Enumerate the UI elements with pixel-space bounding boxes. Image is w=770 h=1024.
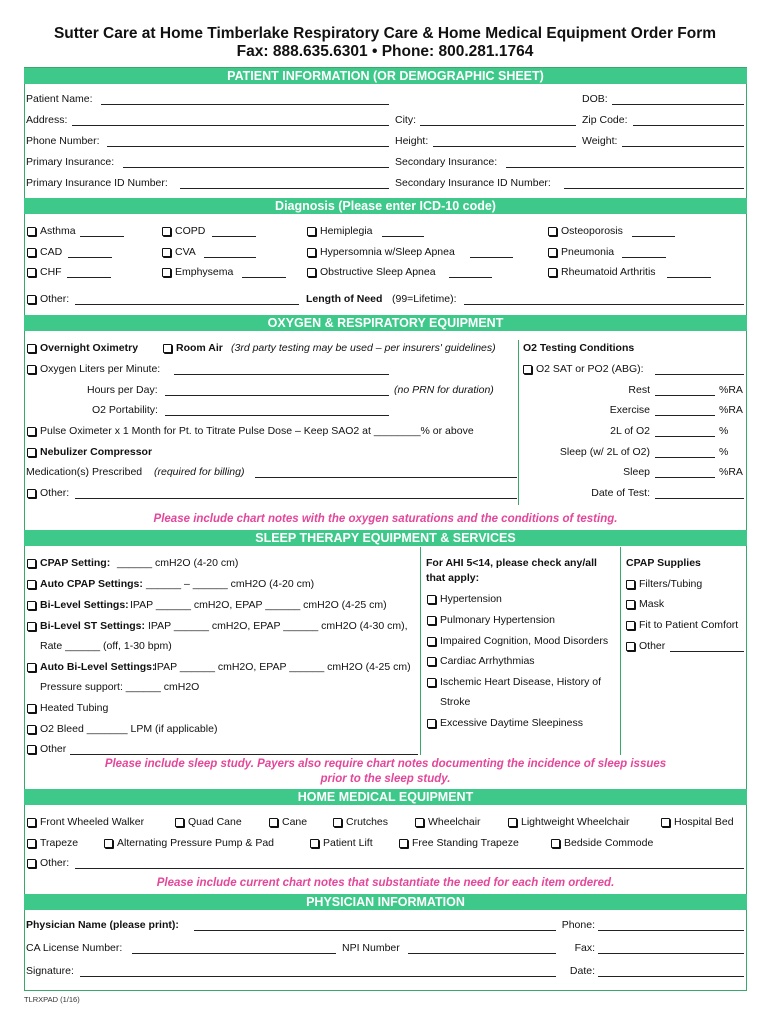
osa-checkbox[interactable] (307, 268, 316, 277)
no-prn-note: (no PRN for duration) (394, 384, 494, 396)
phone-field[interactable] (107, 146, 389, 147)
signature-label: Signature: (26, 965, 74, 977)
hours-field[interactable] (165, 395, 389, 396)
portability-label: O2 Portability: (92, 404, 158, 416)
crutches-checkbox[interactable] (333, 818, 342, 827)
height-field[interactable] (433, 146, 576, 147)
patient-name-field[interactable] (101, 104, 389, 105)
free-standing-trapeze-label: Free Standing Trapeze (412, 837, 519, 849)
exercise-field[interactable] (655, 415, 715, 416)
hypersomnia-label: Hypersomnia w/Sleep Apnea (320, 246, 455, 258)
pressure-pump-label: Alternating Pressure Pump & Pad (117, 837, 274, 849)
quad-cane-checkbox[interactable] (175, 818, 184, 827)
cad-label: CAD (40, 246, 63, 258)
phone-label: Phone Number: (26, 135, 100, 147)
physician-name-label: Physician Name (please print): (26, 919, 179, 931)
stroke-label: Stroke (440, 696, 471, 708)
pulmonary-hypertension-label: Pulmonary Hypertension (440, 614, 555, 626)
cpap-label: CPAP Setting: (40, 557, 111, 569)
heated-tubing-checkbox[interactable] (27, 704, 36, 713)
chf-checkbox[interactable] (27, 268, 36, 277)
trapeze-checkbox[interactable] (27, 839, 36, 848)
address-label: Address: (26, 114, 68, 126)
diagnosis-section-heading: Diagnosis (Please enter ICD-10 code) (24, 198, 747, 214)
test-date-label: Date of Test: (591, 487, 650, 499)
dob-field[interactable] (612, 104, 744, 105)
ahi-title-line2: that apply: (426, 572, 480, 584)
primary-id-field[interactable] (180, 188, 389, 189)
exercise-unit: %RA (719, 404, 743, 416)
hemiplegia-code-field[interactable] (382, 236, 424, 237)
weight-field[interactable] (622, 146, 744, 147)
daytime-sleepiness-label: Excessive Daytime Sleepiness (440, 717, 583, 729)
pressure-pump-checkbox[interactable] (104, 839, 113, 848)
fax-label: Fax: (574, 942, 595, 954)
length-of-need-field[interactable] (464, 304, 744, 305)
chf-label: CHF (40, 266, 62, 278)
bedside-commode-label: Bedside Commode (564, 837, 654, 849)
medication-note: (required for billing) (154, 466, 245, 478)
osa-label: Obstructive Sleep Apnea (320, 266, 436, 278)
bilevel-st-setting: IPAP ______ cmH2O, EPAP ______ cmH2O (4-30 cm), (148, 620, 408, 632)
patient-lift-label: Patient Lift (323, 837, 373, 849)
cva-label: CVA (175, 246, 196, 258)
chf-code-field[interactable] (67, 277, 111, 278)
date-label: Date: (569, 965, 595, 977)
bilevel-st-checkbox[interactable] (27, 622, 36, 631)
rate-setting: Rate ______ (off, 1-30 bpm) (40, 640, 172, 652)
zip-field[interactable] (633, 125, 744, 126)
sleep-o2-label: Sleep (w/ 2L of O2) (559, 446, 650, 458)
cva-checkbox[interactable] (162, 248, 171, 257)
wheelchair-label: Wheelchair (428, 816, 481, 828)
overnight-oximetry-label: Overnight Oximetry (40, 342, 139, 354)
supplies-title: CPAP Supplies (626, 557, 701, 569)
date-field[interactable] (598, 976, 744, 977)
bilevel-label: Bi-Level Settings: (40, 599, 129, 611)
sleep-other-checkbox[interactable] (27, 745, 36, 754)
two-liter-unit: % (719, 425, 729, 437)
hme-note: Please include current chart notes that substantiate the need for each item ordered. (156, 877, 615, 889)
copd-checkbox[interactable] (162, 227, 171, 236)
cane-checkbox[interactable] (269, 818, 278, 827)
hypersomnia-code-field[interactable] (470, 257, 513, 258)
hypersomnia-checkbox[interactable] (307, 248, 316, 257)
nebulizer-checkbox[interactable] (27, 448, 36, 457)
emphysema-label: Emphysema (175, 266, 234, 278)
license-field[interactable] (132, 953, 336, 954)
sleep-divider-2 (620, 547, 621, 755)
sleep-unit: %RA (719, 466, 743, 478)
pneumonia-code-field[interactable] (622, 257, 666, 258)
fax-field[interactable] (598, 953, 744, 954)
rest-label: Rest (628, 384, 650, 396)
rheumatoid-checkbox[interactable] (548, 268, 557, 277)
sleep-section-heading: SLEEP THERAPY EQUIPMENT & SERVICES (24, 530, 747, 546)
address-field[interactable] (72, 125, 389, 126)
primary-id-label: Primary Insurance ID Number: (26, 177, 168, 189)
hemiplegia-checkbox[interactable] (307, 227, 316, 236)
form-title: Sutter Care at Home Timberlake Respiratory Care & Home Medical Equipment Order Form (53, 25, 717, 42)
diagnosis-other-label: Other: (40, 293, 70, 305)
cad-checkbox[interactable] (27, 248, 36, 257)
testing-title: O2 Testing Conditions (523, 342, 635, 354)
room-air-checkbox[interactable] (163, 344, 172, 353)
two-liter-field[interactable] (655, 436, 715, 437)
hme-other-label: Other: (40, 857, 70, 869)
medication-field[interactable] (255, 477, 517, 478)
filters-label: Filters/Tubing (639, 578, 703, 590)
weight-label: Weight: (582, 135, 618, 147)
ahi-title-line1: For AHI 5<14, please check any/all (426, 557, 597, 569)
bilevel-checkbox[interactable] (27, 601, 36, 610)
sleep-label: Sleep (623, 466, 650, 478)
auto-cpap-setting: ______ – ______ cmH2O (4-20 cm) (146, 578, 315, 590)
hospital-bed-label: Hospital Bed (674, 816, 734, 828)
portability-field[interactable] (165, 415, 389, 416)
daytime-sleepiness-checkbox[interactable] (427, 719, 436, 728)
auto-cpap-label: Auto CPAP Settings: (40, 578, 143, 590)
rest-field[interactable] (655, 395, 715, 396)
patient-section-heading: PATIENT INFORMATION (OR DEMOGRAPHIC SHEET) (24, 68, 747, 84)
impaired-cognition-checkbox[interactable] (427, 637, 436, 646)
lightweight-wheelchair-label: Lightweight Wheelchair (521, 816, 630, 828)
bedside-commode-checkbox[interactable] (551, 839, 560, 848)
length-of-need-hint: (99=Lifetime): (392, 293, 457, 305)
cane-label: Cane (282, 816, 308, 828)
osa-code-field[interactable] (449, 277, 492, 278)
hme-other-field[interactable] (75, 868, 744, 869)
oxygen-section-heading: OXYGEN & RESPIRATORY EQUIPMENT (24, 315, 747, 331)
supplies-other-field[interactable] (670, 651, 744, 652)
osteoporosis-checkbox[interactable] (548, 227, 557, 236)
physician-phone-label: Phone: (561, 919, 595, 931)
impaired-cognition-label: Impaired Cognition, Mood Disorders (440, 635, 609, 647)
auto-bilevel-setting: IPAP ______ cmH2O, EPAP ______ cmH2O (4-25 cm) (154, 661, 411, 673)
o2-sat-field[interactable] (655, 374, 744, 375)
patient-lift-checkbox[interactable] (310, 839, 319, 848)
medication-label: Medication(s) Prescribed (26, 466, 143, 478)
sleep-note-line1: Please include sleep study. Payers also require chart notes documenting the incidence of sleep issues (104, 758, 667, 770)
room-air-label: Room Air (176, 342, 223, 354)
auto-cpap-checkbox[interactable] (27, 580, 36, 589)
copd-code-field[interactable] (212, 236, 256, 237)
emphysema-code-field[interactable] (242, 277, 286, 278)
osteoporosis-code-field[interactable] (632, 236, 675, 237)
cad-code-field[interactable] (68, 257, 112, 258)
pulse-oximeter-checkbox[interactable] (27, 427, 36, 436)
oxygen-note: Please include chart notes with the oxygen saturations and the conditions of testing. (153, 513, 618, 525)
lightweight-wheelchair-checkbox[interactable] (508, 818, 517, 827)
mask-checkbox[interactable] (626, 600, 635, 609)
fit-comfort-checkbox[interactable] (626, 621, 635, 630)
o2-bleed-checkbox[interactable] (27, 725, 36, 734)
sleep-other-field[interactable] (70, 754, 418, 755)
free-standing-trapeze-checkbox[interactable] (399, 839, 408, 848)
hme-section-heading: HOME MEDICAL EQUIPMENT (24, 789, 747, 805)
secondary-insurance-field[interactable] (506, 167, 744, 168)
hours-label: Hours per Day: (87, 384, 158, 396)
signature-field[interactable] (80, 976, 556, 977)
quad-cane-label: Quad Cane (188, 816, 242, 828)
cpap-setting: ______ cmH2O (4-20 cm) (117, 557, 239, 569)
hypertension-label: Hypertension (440, 593, 502, 605)
test-date-field[interactable] (655, 498, 744, 499)
supplies-other-label: Other (639, 640, 666, 652)
contact-line: Fax: 888.635.6301 • Phone: 800.281.1764 (236, 43, 534, 60)
wheelchair-checkbox[interactable] (415, 818, 424, 827)
two-liter-label: 2L of O2 (610, 425, 650, 437)
diagnosis-other-checkbox[interactable] (27, 295, 36, 304)
cpap-checkbox[interactable] (27, 559, 36, 568)
asthma-label: Asthma (40, 225, 76, 237)
hme-other-checkbox[interactable] (27, 859, 36, 868)
oxygen-other-label: Other: (40, 487, 70, 499)
auto-bilevel-checkbox[interactable] (27, 663, 36, 672)
dob-label: DOB: (582, 93, 608, 105)
form-code: TLRXPAD (1/16) (24, 995, 80, 1004)
nebulizer-label: Nebulizer Compressor (40, 446, 153, 458)
osteoporosis-label: Osteoporosis (561, 225, 623, 237)
rest-unit: %RA (719, 384, 743, 396)
physician-phone-field[interactable] (598, 930, 744, 931)
license-label: CA License Number: (26, 942, 123, 954)
emphysema-checkbox[interactable] (162, 268, 171, 277)
cardiac-arrhythmias-label: Cardiac Arrhythmias (440, 655, 535, 667)
asthma-code-field[interactable] (80, 236, 124, 237)
hemiplegia-label: Hemiplegia (320, 225, 373, 237)
patient-name-label: Patient Name: (26, 93, 93, 105)
liters-field[interactable] (174, 374, 389, 375)
sleep-o2-unit: % (719, 446, 729, 458)
sleep-divider-1 (420, 547, 421, 755)
npi-field[interactable] (408, 953, 556, 954)
pneumonia-label: Pneumonia (561, 246, 615, 258)
bilevel-st-label: Bi-Level ST Settings: (40, 620, 146, 632)
hypertension-checkbox[interactable] (427, 595, 436, 604)
sleep-note-line2: prior to the sleep study. (320, 773, 451, 785)
oxygen-column-divider (518, 340, 519, 505)
front-walker-checkbox[interactable] (27, 818, 36, 827)
sleep-field[interactable] (655, 477, 715, 478)
pneumonia-checkbox[interactable] (548, 248, 557, 257)
bilevel-setting: IPAP ______ cmH2O, EPAP ______ cmH2O (4-25 cm) (130, 599, 387, 611)
pressure-support: Pressure support: ______ cmH2O (40, 681, 200, 693)
oxygen-other-field[interactable] (75, 498, 517, 499)
filters-checkbox[interactable] (626, 580, 635, 589)
cva-code-field[interactable] (204, 257, 256, 258)
copd-label: COPD (175, 225, 206, 237)
oxygen-other-checkbox[interactable] (27, 489, 36, 498)
primary-insurance-label: Primary Insurance: (26, 156, 115, 168)
liters-checkbox[interactable] (27, 365, 36, 374)
length-of-need-label: Length of Need (306, 293, 383, 305)
secondary-id-label: Secondary Insurance ID Number: (395, 177, 551, 189)
npi-label: NPI Number (342, 942, 400, 954)
ischemic-heart-checkbox[interactable] (427, 678, 436, 687)
primary-insurance-field[interactable] (123, 167, 389, 168)
o2-bleed-label: O2 Bleed _______ LPM (if applicable) (40, 723, 218, 735)
sleep-o2-field[interactable] (655, 457, 715, 458)
trapeze-label: Trapeze (40, 837, 79, 849)
o2-sat-checkbox[interactable] (523, 365, 532, 374)
physician-section-heading: PHYSICIAN INFORMATION (24, 894, 747, 910)
overnight-oximetry-checkbox[interactable] (27, 344, 36, 353)
secondary-id-field[interactable] (564, 188, 744, 189)
rheumatoid-code-field[interactable] (667, 277, 711, 278)
sleep-other-label: Other (40, 743, 67, 755)
rheumatoid-label: Rheumatoid Arthritis (561, 266, 656, 278)
o2-sat-label: O2 SAT or PO2 (ABG): (536, 363, 644, 375)
supplies-other-checkbox[interactable] (626, 642, 635, 651)
physician-name-field[interactable] (194, 930, 556, 931)
secondary-insurance-label: Secondary Insurance: (395, 156, 498, 168)
pulmonary-hypertension-checkbox[interactable] (427, 616, 436, 625)
zip-label: Zip Code: (582, 114, 628, 126)
heated-tubing-label: Heated Tubing (40, 702, 109, 714)
liters-label: Oxygen Liters per Minute: (40, 363, 161, 375)
city-field[interactable] (420, 125, 576, 126)
mask-label: Mask (639, 598, 665, 610)
room-air-note: (3rd party testing may be used – per insurers' guidelines) (231, 342, 496, 354)
hospital-bed-checkbox[interactable] (661, 818, 670, 827)
asthma-checkbox[interactable] (27, 227, 36, 236)
height-label: Height: (395, 135, 429, 147)
ischemic-heart-label: Ischemic Heart Disease, History of (440, 676, 602, 688)
exercise-label: Exercise (609, 404, 650, 416)
diagnosis-other-field[interactable] (75, 304, 299, 305)
crutches-label: Crutches (346, 816, 389, 828)
front-walker-label: Front Wheeled Walker (40, 816, 145, 828)
fit-comfort-label: Fit to Patient Comfort (639, 619, 739, 631)
city-label: City: (395, 114, 416, 126)
auto-bilevel-label: Auto Bi-Level Settings: (40, 661, 156, 673)
pulse-oximeter-label: Pulse Oximeter x 1 Month for Pt. to Titrate Pulse Dose – Keep SAO2 at ________% or above (40, 425, 474, 437)
cardiac-arrhythmias-checkbox[interactable] (427, 657, 436, 666)
